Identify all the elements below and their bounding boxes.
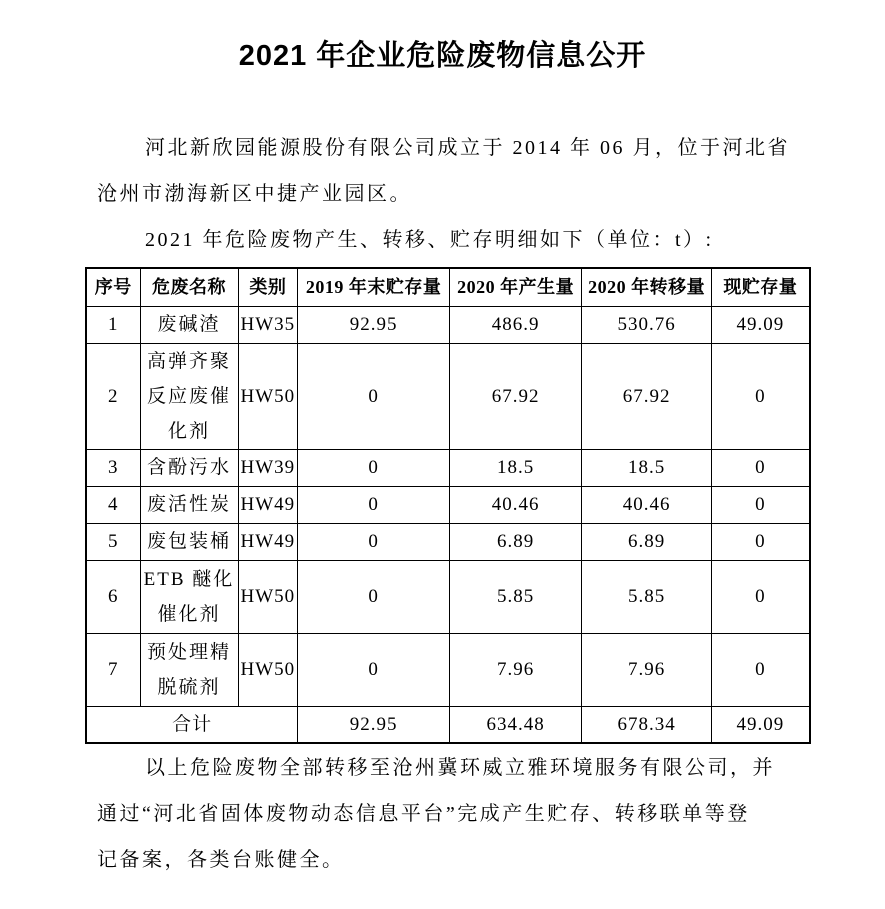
cell-current: 0	[712, 449, 810, 486]
total-produced2020: 634.48	[450, 706, 582, 743]
cell-name: 预处理精脱硫剂	[140, 633, 238, 706]
footer-line-3: 记备案，各类台账健全。	[97, 849, 345, 871]
cell-current: 0	[712, 343, 810, 449]
cell-category: HW50	[238, 633, 298, 706]
cell-current: 49.09	[712, 306, 810, 343]
cell-produced2020: 5.85	[450, 560, 582, 633]
intro-line-2: 沧州市渤海新区中捷产业园区。	[97, 183, 412, 205]
cell-category: HW50	[238, 343, 298, 449]
cell-name: 废包装桶	[140, 523, 238, 560]
cell-category: HW49	[238, 486, 298, 523]
table-header-row	[86, 268, 810, 306]
table-row	[86, 486, 810, 523]
cell-stock2019: 92.95	[298, 306, 450, 343]
col-header-transferred2020: 2020 年转移量	[582, 268, 712, 306]
col-header-produced2020: 2020 年产生量	[450, 268, 582, 306]
table-row	[86, 306, 810, 343]
footer-paragraph	[97, 745, 797, 883]
table-row	[86, 523, 810, 560]
page-title: 2021 年企业危险废物信息公开	[238, 40, 647, 72]
cell-transferred2020: 7.96	[582, 633, 712, 706]
total-label: 合计	[86, 706, 298, 743]
cell-stock2019: 0	[298, 560, 450, 633]
cell-stock2019: 0	[298, 343, 450, 449]
col-header-no: 序号	[86, 268, 140, 306]
cell-no: 6	[86, 560, 140, 633]
cell-name: 高弹齐聚反应废催化剂	[140, 343, 238, 449]
cell-category: HW49	[238, 523, 298, 560]
table-total-row	[86, 706, 810, 743]
cell-category: HW50	[238, 560, 298, 633]
cell-name: ETB 醚化催化剂	[140, 560, 238, 633]
intro-line-1: 河北新欣园能源股份有限公司成立于 2014 年 06 月，位于河北省	[145, 137, 790, 159]
cell-produced2020: 67.92	[450, 343, 582, 449]
cell-produced2020: 7.96	[450, 633, 582, 706]
cell-stock2019: 0	[298, 523, 450, 560]
table-row	[86, 633, 810, 706]
cell-produced2020: 486.9	[450, 306, 582, 343]
cell-no: 4	[86, 486, 140, 523]
cell-current: 0	[712, 523, 810, 560]
cell-stock2019: 0	[298, 486, 450, 523]
col-header-name: 危废名称	[140, 268, 238, 306]
footer-line-1: 以上危险废物全部转移至沧州冀环威立雅环境服务有限公司，并	[145, 757, 775, 779]
intro-paragraph	[97, 125, 797, 263]
cell-name: 废碱渣	[140, 306, 238, 343]
cell-category: HW39	[238, 449, 298, 486]
col-header-stock2019: 2019 年末贮存量	[298, 268, 450, 306]
table-row	[86, 343, 810, 449]
cell-transferred2020: 5.85	[582, 560, 712, 633]
cell-transferred2020: 40.46	[582, 486, 712, 523]
cell-stock2019: 0	[298, 633, 450, 706]
cell-stock2019: 0	[298, 449, 450, 486]
cell-no: 2	[86, 343, 140, 449]
cell-transferred2020: 67.92	[582, 343, 712, 449]
hazardous-waste-table	[85, 267, 811, 744]
cell-produced2020: 6.89	[450, 523, 582, 560]
total-stock2019: 92.95	[298, 706, 450, 743]
cell-transferred2020: 6.89	[582, 523, 712, 560]
cell-no: 5	[86, 523, 140, 560]
footer-line-2: 通过“河北省固体废物动态信息平台”完成产生贮存、转移联单等登	[97, 803, 750, 825]
cell-current: 0	[712, 560, 810, 633]
cell-category: HW35	[238, 306, 298, 343]
cell-transferred2020: 18.5	[582, 449, 712, 486]
cell-no: 7	[86, 633, 140, 706]
cell-name: 含酚污水	[140, 449, 238, 486]
cell-produced2020: 18.5	[450, 449, 582, 486]
total-current: 49.09	[712, 706, 810, 743]
cell-name: 废活性炭	[140, 486, 238, 523]
col-header-current: 现贮存量	[712, 268, 810, 306]
total-transferred2020: 678.34	[582, 706, 712, 743]
cell-produced2020: 40.46	[450, 486, 582, 523]
cell-current: 0	[712, 633, 810, 706]
col-header-category: 类别	[238, 268, 298, 306]
table-row	[86, 449, 810, 486]
cell-no: 1	[86, 306, 140, 343]
table-caption: 2021 年危险废物产生、转移、贮存明细如下（单位：t）:	[145, 229, 714, 251]
table-row	[86, 560, 810, 633]
cell-transferred2020: 530.76	[582, 306, 712, 343]
cell-no: 3	[86, 449, 140, 486]
cell-current: 0	[712, 486, 810, 523]
